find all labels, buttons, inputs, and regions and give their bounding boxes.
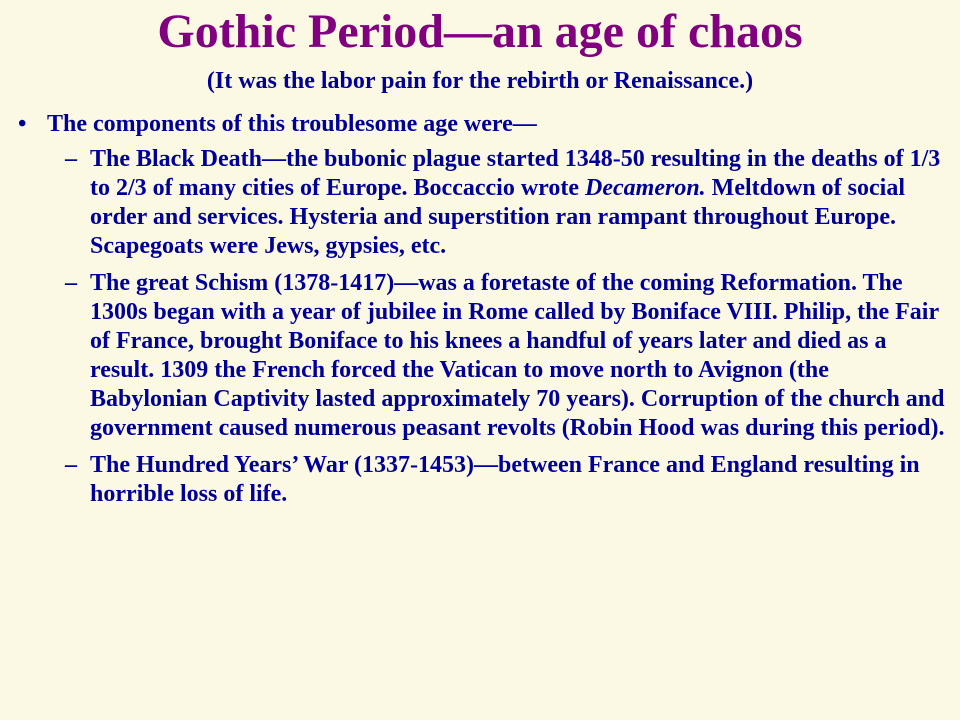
dash-marker: –	[65, 146, 77, 172]
bullet-text: The components of this troublesome age were—	[47, 111, 537, 137]
black-death-text-start: The Black Death—the bubonic plague started 1348-50 resulting in the deaths of 1/3 to 2/3 of many cities of Europe. Boccaccio wrote	[90, 146, 941, 201]
hundred-years-war-text: The Hundred Years’ War (1337-1453)—between France and England resulting in horrible loss of life.	[90, 452, 920, 507]
dash-marker: –	[65, 452, 77, 478]
great-schism-text: The great Schism (1378-1417)—was a foretaste of the coming Reformation. The 1300s began with a year of jubilee in Rome called by Boniface VIII. Philip, the Fair of France, brought Boniface to his knees a handful of years later and died as a result. 1309 the French forced the Vatican to move north to Avignon (the Babylonian Captivity lasted approximately 70 years). Corruption of the church and government caused numerous peasant revolts (Robin Hood was during this period).	[90, 270, 945, 441]
dash-marker: –	[65, 270, 77, 296]
bullet-item	[18, 110, 948, 139]
sub-item-great-schism	[18, 269, 948, 443]
sub-item-black-death	[18, 145, 948, 261]
sub-item-hundred-years-war	[18, 451, 948, 509]
black-death-text-end: Meltdown of social order and services. Hysteria and superstition ran rampant throughout Europe. Scapegoats were Jews, gypsies, etc.	[90, 175, 905, 259]
slide-subtitle: (It was the labor pain for the rebirth or Renaissance.)	[206, 68, 754, 94]
bullet-marker: •	[18, 111, 27, 137]
slide-title: Gothic Period—an age of chaos	[157, 5, 803, 58]
slide-body	[18, 110, 948, 517]
decameron-title: Decameron.	[585, 175, 706, 201]
